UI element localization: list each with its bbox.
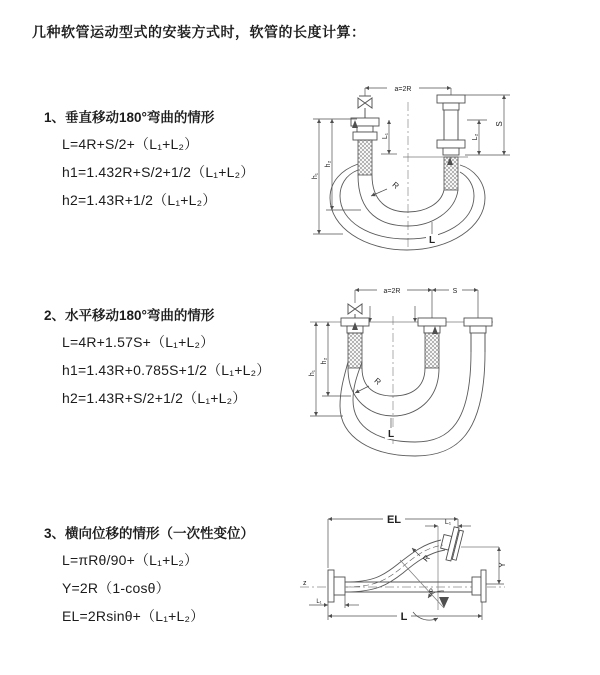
- dim-h1: [309, 322, 343, 416]
- dim-s: [465, 95, 510, 155]
- valve-icon: [348, 290, 362, 318]
- formula-line: h2=1.43R+S/2+1/2（L₁+L₂）: [62, 390, 247, 406]
- dim-label-h1: h₁: [312, 172, 319, 180]
- dim-r: [355, 376, 383, 393]
- dim-label-el: EL: [386, 514, 402, 526]
- formula-line: EL=2Rsinθ+（L₁+L₂）: [62, 608, 205, 624]
- dim-h2: [321, 322, 351, 396]
- hose-loops: [330, 164, 485, 250]
- braid-section: [358, 140, 372, 175]
- dim-label-l1-bottom: L₁: [316, 599, 322, 605]
- dim-label-a2r: a=2R: [394, 86, 412, 93]
- formula-line: L=4R+S/2+（L₁+L₂）: [62, 136, 199, 152]
- hose-s-curve: [345, 540, 445, 592]
- valve-icon: [358, 96, 372, 118]
- dim-label-s: S: [452, 288, 458, 295]
- axis-break-mark: z: [303, 580, 307, 587]
- dim-label-y: Y: [498, 562, 507, 568]
- dim-label-l: L: [428, 235, 436, 246]
- dim-l1: [381, 120, 397, 154]
- dim-label-r: R: [421, 553, 432, 564]
- dim-label-l2: L₂: [472, 133, 479, 141]
- dim-s: [432, 285, 478, 318]
- middle-fitting: [418, 318, 446, 368]
- formula-line: h1=1.432R+S/2+1/2（L₁+L₂）: [62, 164, 255, 180]
- dim-theta: [413, 589, 449, 620]
- dim-label-theta: θ: [429, 589, 433, 596]
- dim-label-l1-top: L₁: [444, 519, 452, 526]
- dim-a2r: [355, 285, 432, 295]
- dim-l: [385, 418, 397, 440]
- dim-label-s: S: [495, 121, 504, 127]
- right-fitting: [437, 95, 465, 190]
- formula-line: h1=1.43R+0.785S+1/2（L₁+L₂）: [62, 362, 271, 378]
- dim-label-a2r: a=2R: [383, 288, 401, 295]
- section-heading: 3、横向位移的情形（一次性变位）: [44, 526, 255, 541]
- dim-label-l: L: [387, 429, 395, 440]
- diagram-vertical-180-bend: [303, 62, 533, 262]
- right-flange: [472, 570, 486, 602]
- radius-line: [400, 560, 444, 608]
- formula-line: h2=1.43R+1/2（L₁+L₂）: [62, 192, 217, 208]
- dim-l2: [467, 120, 487, 155]
- diagram-lateral-offset: [295, 498, 510, 638]
- formula-line: L=πRθ/90+（L₁+L₂）: [62, 552, 199, 568]
- section-heading: 1、垂直移动180°弯曲的情形: [44, 110, 215, 125]
- right-fitting: [464, 318, 492, 352]
- page-title: 几种软管运动型式的安装方式时，软管的长度计算：: [32, 24, 366, 40]
- dim-l: [426, 222, 438, 246]
- dim-label-l1: L₁: [382, 132, 389, 140]
- formula-line: L=4R+1.57S+（L₁+L₂）: [62, 334, 215, 350]
- tilted-flange: [438, 525, 464, 562]
- dim-label-r: R: [372, 376, 383, 387]
- braid-section: [425, 333, 439, 368]
- braid-section: [348, 333, 362, 368]
- diagram-horizontal-180-bend: [303, 276, 503, 464]
- dim-el: [328, 511, 458, 568]
- dim-a2r: [365, 83, 451, 96]
- formula-line: Y=2R（1-cosθ）: [62, 580, 170, 596]
- dim-label-r: R: [390, 180, 401, 191]
- dim-label-h2: h₂: [321, 357, 328, 365]
- dim-label-h1: h₁: [309, 369, 316, 377]
- left-flange: [328, 570, 345, 602]
- dim-l1-top: [425, 519, 471, 526]
- section-heading: 2、水平移动180°弯曲的情形: [44, 308, 215, 323]
- dim-label-l: L: [400, 611, 408, 623]
- dim-label-h2: h₂: [325, 160, 332, 168]
